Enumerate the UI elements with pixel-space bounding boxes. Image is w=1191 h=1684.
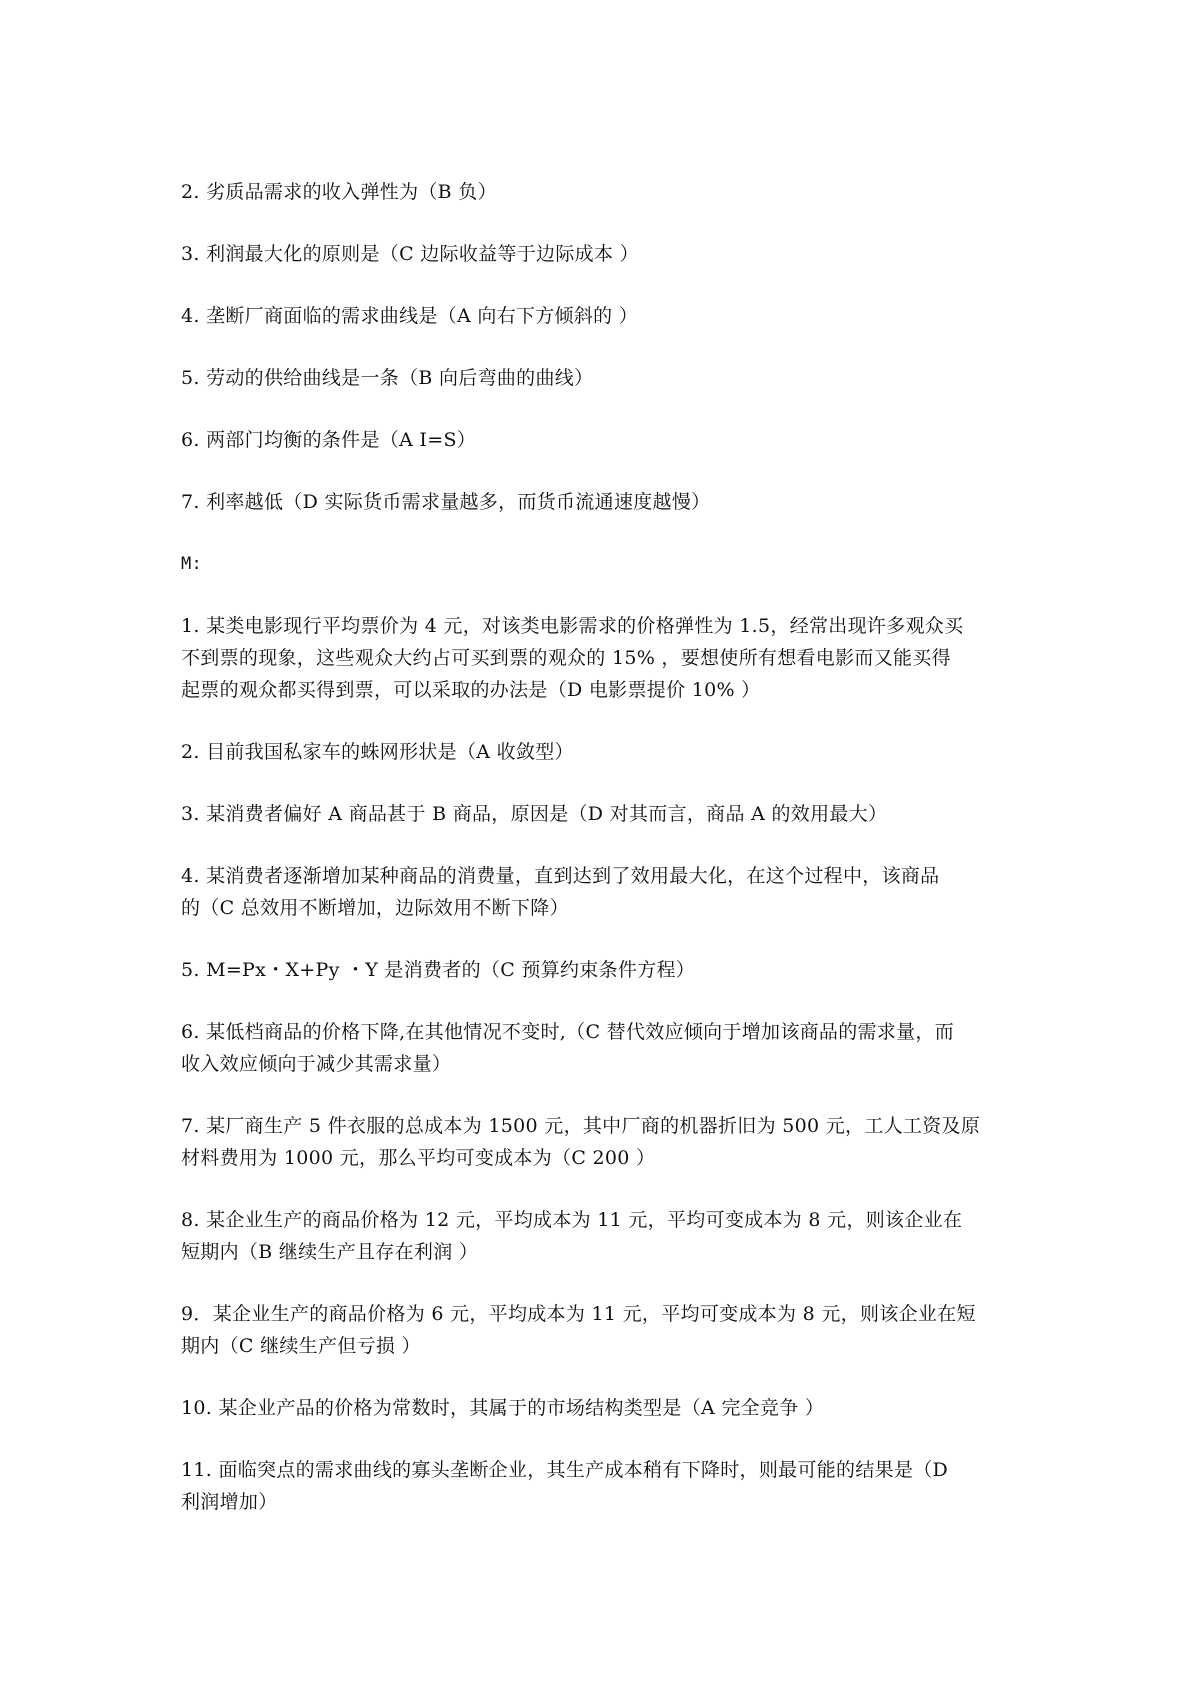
question-text: 7. 利率越低（D 实际货币需求量越多，而货币流通速度越慢） <box>181 491 711 513</box>
question-text: 5. M=Px・X+Py ・Y 是消费者的（C 预算约束条件方程） <box>181 959 696 981</box>
document-body <box>181 176 1021 1548</box>
question-text: 6. 某低档商品的价格下降,在其他情况不变时,（C 替代效应倾向于增加该商品的需求量，而 <box>181 1021 955 1043</box>
question-text: 3. 某消费者偏好 A 商品甚于 B 商品，原因是（D 对其而言，商品 A 的效用最大） <box>181 803 888 825</box>
question-item <box>181 1016 1021 1080</box>
question-item <box>181 1392 1021 1424</box>
question-text: 的（C 总效用不断增加，边际效用不断下降） <box>181 897 569 919</box>
question-item <box>181 362 1021 394</box>
question-text: 7. 某厂商生产 5 件衣服的总成本为 1500 元，其中厂商的机器折旧为 500 元，工人工资及原 <box>181 1115 981 1137</box>
question-item <box>181 1204 1021 1268</box>
question-text: 11. 面临突点的需求曲线的寡头垄断企业，其生产成本稍有下降时，则最可能的结果是（D <box>181 1459 949 1481</box>
section-heading <box>181 548 1021 580</box>
question-item <box>181 860 1021 924</box>
question-text: 6. 两部门均衡的条件是（A I=S） <box>181 429 477 451</box>
question-item <box>181 736 1021 768</box>
question-text: 4. 某消费者逐渐增加某种商品的消费量，直到达到了效用最大化，在这个过程中，该商品 <box>181 865 940 887</box>
question-text: 不到票的现象，这些观众大约占可买到票的观众的 15% ，要想使所有想看电影而又能买得 <box>181 647 951 669</box>
question-text: 5. 劳动的供给曲线是一条（B 向后弯曲的曲线） <box>181 367 594 389</box>
question-text: 起票的观众都买得到票，可以采取的办法是（D 电影票提价 10% ） <box>181 679 761 701</box>
question-text: 收入效应倾向于减少其需求量） <box>181 1053 452 1075</box>
question-item <box>181 300 1021 332</box>
question-item <box>181 1110 1021 1174</box>
question-item <box>181 1454 1021 1518</box>
question-text: 4. 垄断厂商面临的需求曲线是（A 向右下方倾斜的 ） <box>181 305 639 327</box>
question-text: 材料费用为 1000 元，那么平均可变成本为（C 200 ） <box>181 1147 656 1169</box>
question-text: 10. 某企业产品的价格为常数时，其属于的市场结构类型是（A 完全竞争 ） <box>181 1397 825 1419</box>
question-item <box>181 610 1021 706</box>
question-text: 2. 劣质品需求的收入弹性为（B 负） <box>181 181 497 203</box>
question-text: 期内（C 继续生产但亏损 ） <box>181 1335 421 1357</box>
question-item <box>181 954 1021 986</box>
question-text: 3. 利润最大化的原则是（C 边际收益等于边际成本 ） <box>181 243 639 265</box>
question-item <box>181 238 1021 270</box>
section-heading-text: M: <box>181 554 203 574</box>
question-text: 利润增加） <box>181 1491 278 1513</box>
question-item <box>181 486 1021 518</box>
question-text: 2. 目前我国私家车的蛛网形状是（A 收敛型） <box>181 741 574 763</box>
question-item <box>181 1298 1021 1362</box>
question-text: 8. 某企业生产的商品价格为 12 元，平均成本为 11 元，平均可变成本为 8 元，则该企业在 <box>181 1209 963 1231</box>
question-item <box>181 176 1021 208</box>
question-text: 9．某企业生产的商品价格为 6 元，平均成本为 11 元，平均可变成本为 8 元，则该企业在短 <box>181 1303 976 1325</box>
question-text: 短期内（B 继续生产且存在利润 ） <box>181 1241 479 1263</box>
question-text: 1. 某类电影现行平均票价为 4 元，对该类电影需求的价格弹性为 1.5，经常出现许多观众买 <box>181 615 964 637</box>
question-item <box>181 424 1021 456</box>
question-item <box>181 798 1021 830</box>
